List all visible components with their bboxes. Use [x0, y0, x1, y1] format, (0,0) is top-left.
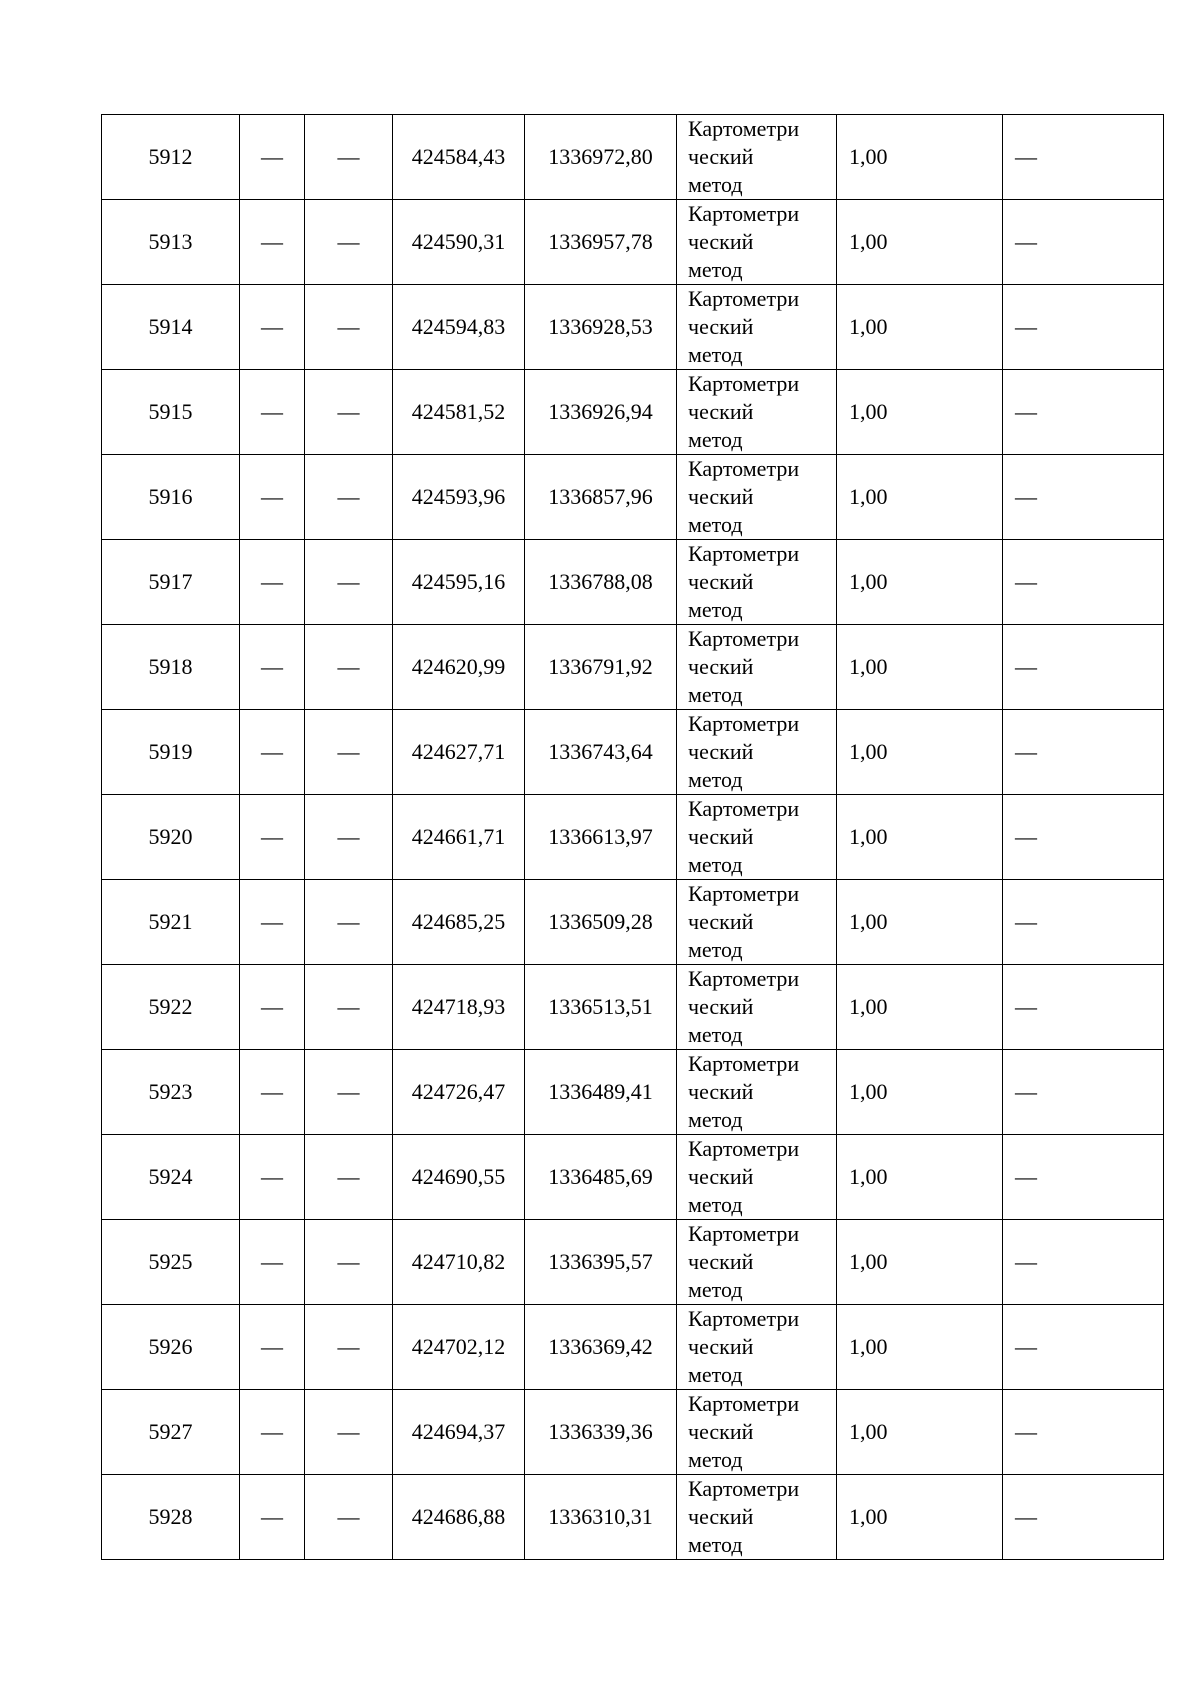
method-text-line: Картометри — [688, 1306, 800, 1331]
empty-value-cell: — — [1003, 1475, 1164, 1560]
empty-value-cell: — — [305, 540, 393, 625]
table-row — [102, 370, 1164, 455]
method-text-line: метод — [688, 1107, 743, 1132]
empty-value-cell: — — [240, 710, 305, 795]
method-text-line: ческий — [688, 144, 754, 169]
empty-value-cell: — — [240, 540, 305, 625]
table-row — [102, 795, 1164, 880]
y-coordinate-cell: 1336613,97 — [525, 795, 677, 880]
method-text-line: ческий — [688, 1504, 754, 1529]
x-coordinate-cell: 424726,47 — [393, 1050, 525, 1135]
point-number-cell: 5919 — [102, 710, 240, 795]
method-cell — [677, 1305, 837, 1390]
empty-value-cell: — — [305, 370, 393, 455]
method-cell — [677, 370, 837, 455]
empty-value-cell: — — [1003, 1050, 1164, 1135]
empty-value-cell: — — [305, 1220, 393, 1305]
method-text-line: метод — [688, 172, 743, 197]
y-coordinate-cell: 1336485,69 — [525, 1135, 677, 1220]
table-row — [102, 200, 1164, 285]
point-number-cell: 5912 — [102, 115, 240, 200]
method-text-line: ческий — [688, 824, 754, 849]
method-text-line: ческий — [688, 909, 754, 934]
empty-value-cell: — — [305, 285, 393, 370]
method-text-line: Картометри — [688, 796, 800, 821]
accuracy-cell: 1,00 — [837, 115, 1003, 200]
y-coordinate-cell: 1336857,96 — [525, 455, 677, 540]
y-coordinate-cell: 1336513,51 — [525, 965, 677, 1050]
x-coordinate-cell: 424584,43 — [393, 115, 525, 200]
method-text-line: ческий — [688, 994, 754, 1019]
method-text-line: метод — [688, 1532, 743, 1557]
method-text-line: Картометри — [688, 1391, 800, 1416]
accuracy-cell: 1,00 — [837, 965, 1003, 1050]
method-text-line: метод — [688, 1022, 743, 1047]
x-coordinate-cell: 424702,12 — [393, 1305, 525, 1390]
accuracy-cell: 1,00 — [837, 370, 1003, 455]
empty-value-cell: — — [240, 115, 305, 200]
table-row — [102, 1220, 1164, 1305]
empty-value-cell: — — [1003, 880, 1164, 965]
table-row — [102, 455, 1164, 540]
empty-value-cell: — — [1003, 795, 1164, 880]
method-cell — [677, 710, 837, 795]
method-cell — [677, 1220, 837, 1305]
method-cell — [677, 965, 837, 1050]
table-row — [102, 880, 1164, 965]
empty-value-cell: — — [1003, 285, 1164, 370]
empty-value-cell: — — [1003, 1135, 1164, 1220]
empty-value-cell: — — [1003, 625, 1164, 710]
method-text-line: ческий — [688, 1079, 754, 1104]
accuracy-cell: 1,00 — [837, 710, 1003, 795]
y-coordinate-cell: 1336509,28 — [525, 880, 677, 965]
accuracy-cell: 1,00 — [837, 455, 1003, 540]
empty-value-cell: — — [1003, 455, 1164, 540]
method-cell — [677, 1390, 837, 1475]
method-text-line: Картометри — [688, 1136, 800, 1161]
method-text-line: Картометри — [688, 286, 800, 311]
x-coordinate-cell: 424595,16 — [393, 540, 525, 625]
method-text-line: метод — [688, 427, 743, 452]
empty-value-cell: — — [1003, 965, 1164, 1050]
method-text-line: ческий — [688, 1164, 754, 1189]
method-text-line: Картометри — [688, 201, 800, 226]
method-cell — [677, 1050, 837, 1135]
y-coordinate-cell: 1336369,42 — [525, 1305, 677, 1390]
accuracy-cell: 1,00 — [837, 1220, 1003, 1305]
method-text-line: метод — [688, 852, 743, 877]
y-coordinate-cell: 1336310,31 — [525, 1475, 677, 1560]
empty-value-cell: — — [240, 795, 305, 880]
x-coordinate-cell: 424590,31 — [393, 200, 525, 285]
x-coordinate-cell: 424627,71 — [393, 710, 525, 795]
table-row — [102, 1390, 1164, 1475]
x-coordinate-cell: 424594,83 — [393, 285, 525, 370]
empty-value-cell: — — [305, 1390, 393, 1475]
method-text-line: Картометри — [688, 1051, 800, 1076]
y-coordinate-cell: 1336928,53 — [525, 285, 677, 370]
empty-value-cell: — — [1003, 710, 1164, 795]
method-text-line: метод — [688, 1192, 743, 1217]
empty-value-cell: — — [305, 710, 393, 795]
method-text-line: ческий — [688, 1249, 754, 1274]
accuracy-cell: 1,00 — [837, 880, 1003, 965]
empty-value-cell: — — [240, 965, 305, 1050]
method-cell — [677, 1135, 837, 1220]
method-text-line: ческий — [688, 1419, 754, 1444]
accuracy-cell: 1,00 — [837, 1050, 1003, 1135]
method-text-line: метод — [688, 1447, 743, 1472]
empty-value-cell: — — [305, 625, 393, 710]
empty-value-cell: — — [240, 1390, 305, 1475]
method-text-line: метод — [688, 1362, 743, 1387]
method-text-line: ческий — [688, 314, 754, 339]
method-text-line: Картометри — [688, 1476, 800, 1501]
y-coordinate-cell: 1336926,94 — [525, 370, 677, 455]
empty-value-cell: — — [240, 455, 305, 540]
empty-value-cell: — — [305, 965, 393, 1050]
y-coordinate-cell: 1336489,41 — [525, 1050, 677, 1135]
empty-value-cell: — — [240, 200, 305, 285]
method-cell — [677, 540, 837, 625]
accuracy-cell: 1,00 — [837, 625, 1003, 710]
accuracy-cell: 1,00 — [837, 1135, 1003, 1220]
point-number-cell: 5925 — [102, 1220, 240, 1305]
table-row — [102, 625, 1164, 710]
x-coordinate-cell: 424694,37 — [393, 1390, 525, 1475]
table-row — [102, 1305, 1164, 1390]
point-number-cell: 5914 — [102, 285, 240, 370]
method-cell — [677, 115, 837, 200]
empty-value-cell: — — [305, 795, 393, 880]
method-text-line: Картометри — [688, 966, 800, 991]
method-text-line: ческий — [688, 739, 754, 764]
y-coordinate-cell: 1336791,92 — [525, 625, 677, 710]
x-coordinate-cell: 424620,99 — [393, 625, 525, 710]
method-text-line: Картометри — [688, 116, 800, 141]
empty-value-cell: — — [240, 880, 305, 965]
method-text-line: ческий — [688, 1334, 754, 1359]
empty-value-cell: — — [305, 1305, 393, 1390]
empty-value-cell: — — [1003, 1305, 1164, 1390]
table-body — [102, 115, 1164, 1560]
method-text-line: метод — [688, 767, 743, 792]
method-cell — [677, 1475, 837, 1560]
accuracy-cell: 1,00 — [837, 285, 1003, 370]
method-text-line: ческий — [688, 484, 754, 509]
method-cell — [677, 285, 837, 370]
x-coordinate-cell: 424686,88 — [393, 1475, 525, 1560]
method-text-line: Картометри — [688, 371, 800, 396]
empty-value-cell: — — [240, 285, 305, 370]
empty-value-cell: — — [1003, 1390, 1164, 1475]
empty-value-cell: — — [305, 1050, 393, 1135]
method-cell — [677, 880, 837, 965]
method-cell — [677, 795, 837, 880]
table-row — [102, 1475, 1164, 1560]
table-row — [102, 540, 1164, 625]
method-text-line: метод — [688, 342, 743, 367]
method-text-line: метод — [688, 257, 743, 282]
point-number-cell: 5928 — [102, 1475, 240, 1560]
empty-value-cell: — — [240, 1475, 305, 1560]
coordinates-table — [101, 114, 1164, 1560]
method-text-line: Картометри — [688, 1221, 800, 1246]
empty-value-cell: — — [240, 625, 305, 710]
empty-value-cell: — — [1003, 200, 1164, 285]
empty-value-cell: — — [1003, 370, 1164, 455]
x-coordinate-cell: 424718,93 — [393, 965, 525, 1050]
x-coordinate-cell: 424710,82 — [393, 1220, 525, 1305]
accuracy-cell: 1,00 — [837, 1390, 1003, 1475]
table-row — [102, 115, 1164, 200]
point-number-cell: 5924 — [102, 1135, 240, 1220]
x-coordinate-cell: 424593,96 — [393, 455, 525, 540]
x-coordinate-cell: 424690,55 — [393, 1135, 525, 1220]
y-coordinate-cell: 1336339,36 — [525, 1390, 677, 1475]
empty-value-cell: — — [305, 1475, 393, 1560]
empty-value-cell: — — [240, 1220, 305, 1305]
accuracy-cell: 1,00 — [837, 795, 1003, 880]
empty-value-cell: — — [240, 1305, 305, 1390]
point-number-cell: 5923 — [102, 1050, 240, 1135]
y-coordinate-cell: 1336957,78 — [525, 200, 677, 285]
empty-value-cell: — — [240, 1050, 305, 1135]
empty-value-cell: — — [240, 370, 305, 455]
point-number-cell: 5920 — [102, 795, 240, 880]
accuracy-cell: 1,00 — [837, 1305, 1003, 1390]
x-coordinate-cell: 424685,25 — [393, 880, 525, 965]
method-text-line: Картометри — [688, 626, 800, 651]
x-coordinate-cell: 424661,71 — [393, 795, 525, 880]
point-number-cell: 5927 — [102, 1390, 240, 1475]
point-number-cell: 5916 — [102, 455, 240, 540]
y-coordinate-cell: 1336972,80 — [525, 115, 677, 200]
method-text-line: метод — [688, 937, 743, 962]
point-number-cell: 5915 — [102, 370, 240, 455]
table-row — [102, 1050, 1164, 1135]
method-cell — [677, 625, 837, 710]
point-number-cell: 5918 — [102, 625, 240, 710]
accuracy-cell: 1,00 — [837, 540, 1003, 625]
method-cell — [677, 455, 837, 540]
empty-value-cell: — — [1003, 115, 1164, 200]
method-text-line: метод — [688, 1277, 743, 1302]
x-coordinate-cell: 424581,52 — [393, 370, 525, 455]
accuracy-cell: 1,00 — [837, 1475, 1003, 1560]
point-number-cell: 5917 — [102, 540, 240, 625]
point-number-cell: 5926 — [102, 1305, 240, 1390]
method-text-line: Картометри — [688, 541, 800, 566]
empty-value-cell: — — [305, 455, 393, 540]
point-number-cell: 5921 — [102, 880, 240, 965]
method-text-line: метод — [688, 512, 743, 537]
y-coordinate-cell: 1336788,08 — [525, 540, 677, 625]
method-text-line: ческий — [688, 654, 754, 679]
point-number-cell: 5913 — [102, 200, 240, 285]
table-row — [102, 965, 1164, 1050]
empty-value-cell: — — [240, 1135, 305, 1220]
method-text-line: ческий — [688, 399, 754, 424]
empty-value-cell: — — [1003, 1220, 1164, 1305]
method-cell — [677, 200, 837, 285]
method-text-line: метод — [688, 682, 743, 707]
empty-value-cell: — — [305, 880, 393, 965]
empty-value-cell: — — [305, 200, 393, 285]
method-text-line: ческий — [688, 569, 754, 594]
table-row — [102, 710, 1164, 795]
empty-value-cell: — — [1003, 540, 1164, 625]
method-text-line: Картометри — [688, 881, 800, 906]
accuracy-cell: 1,00 — [837, 200, 1003, 285]
table-row — [102, 285, 1164, 370]
table-row — [102, 1135, 1164, 1220]
method-text-line: Картометри — [688, 711, 800, 736]
method-text-line: ческий — [688, 229, 754, 254]
y-coordinate-cell: 1336395,57 — [525, 1220, 677, 1305]
point-number-cell: 5922 — [102, 965, 240, 1050]
empty-value-cell: — — [305, 115, 393, 200]
method-text-line: метод — [688, 597, 743, 622]
method-text-line: Картометри — [688, 456, 800, 481]
y-coordinate-cell: 1336743,64 — [525, 710, 677, 795]
empty-value-cell: — — [305, 1135, 393, 1220]
